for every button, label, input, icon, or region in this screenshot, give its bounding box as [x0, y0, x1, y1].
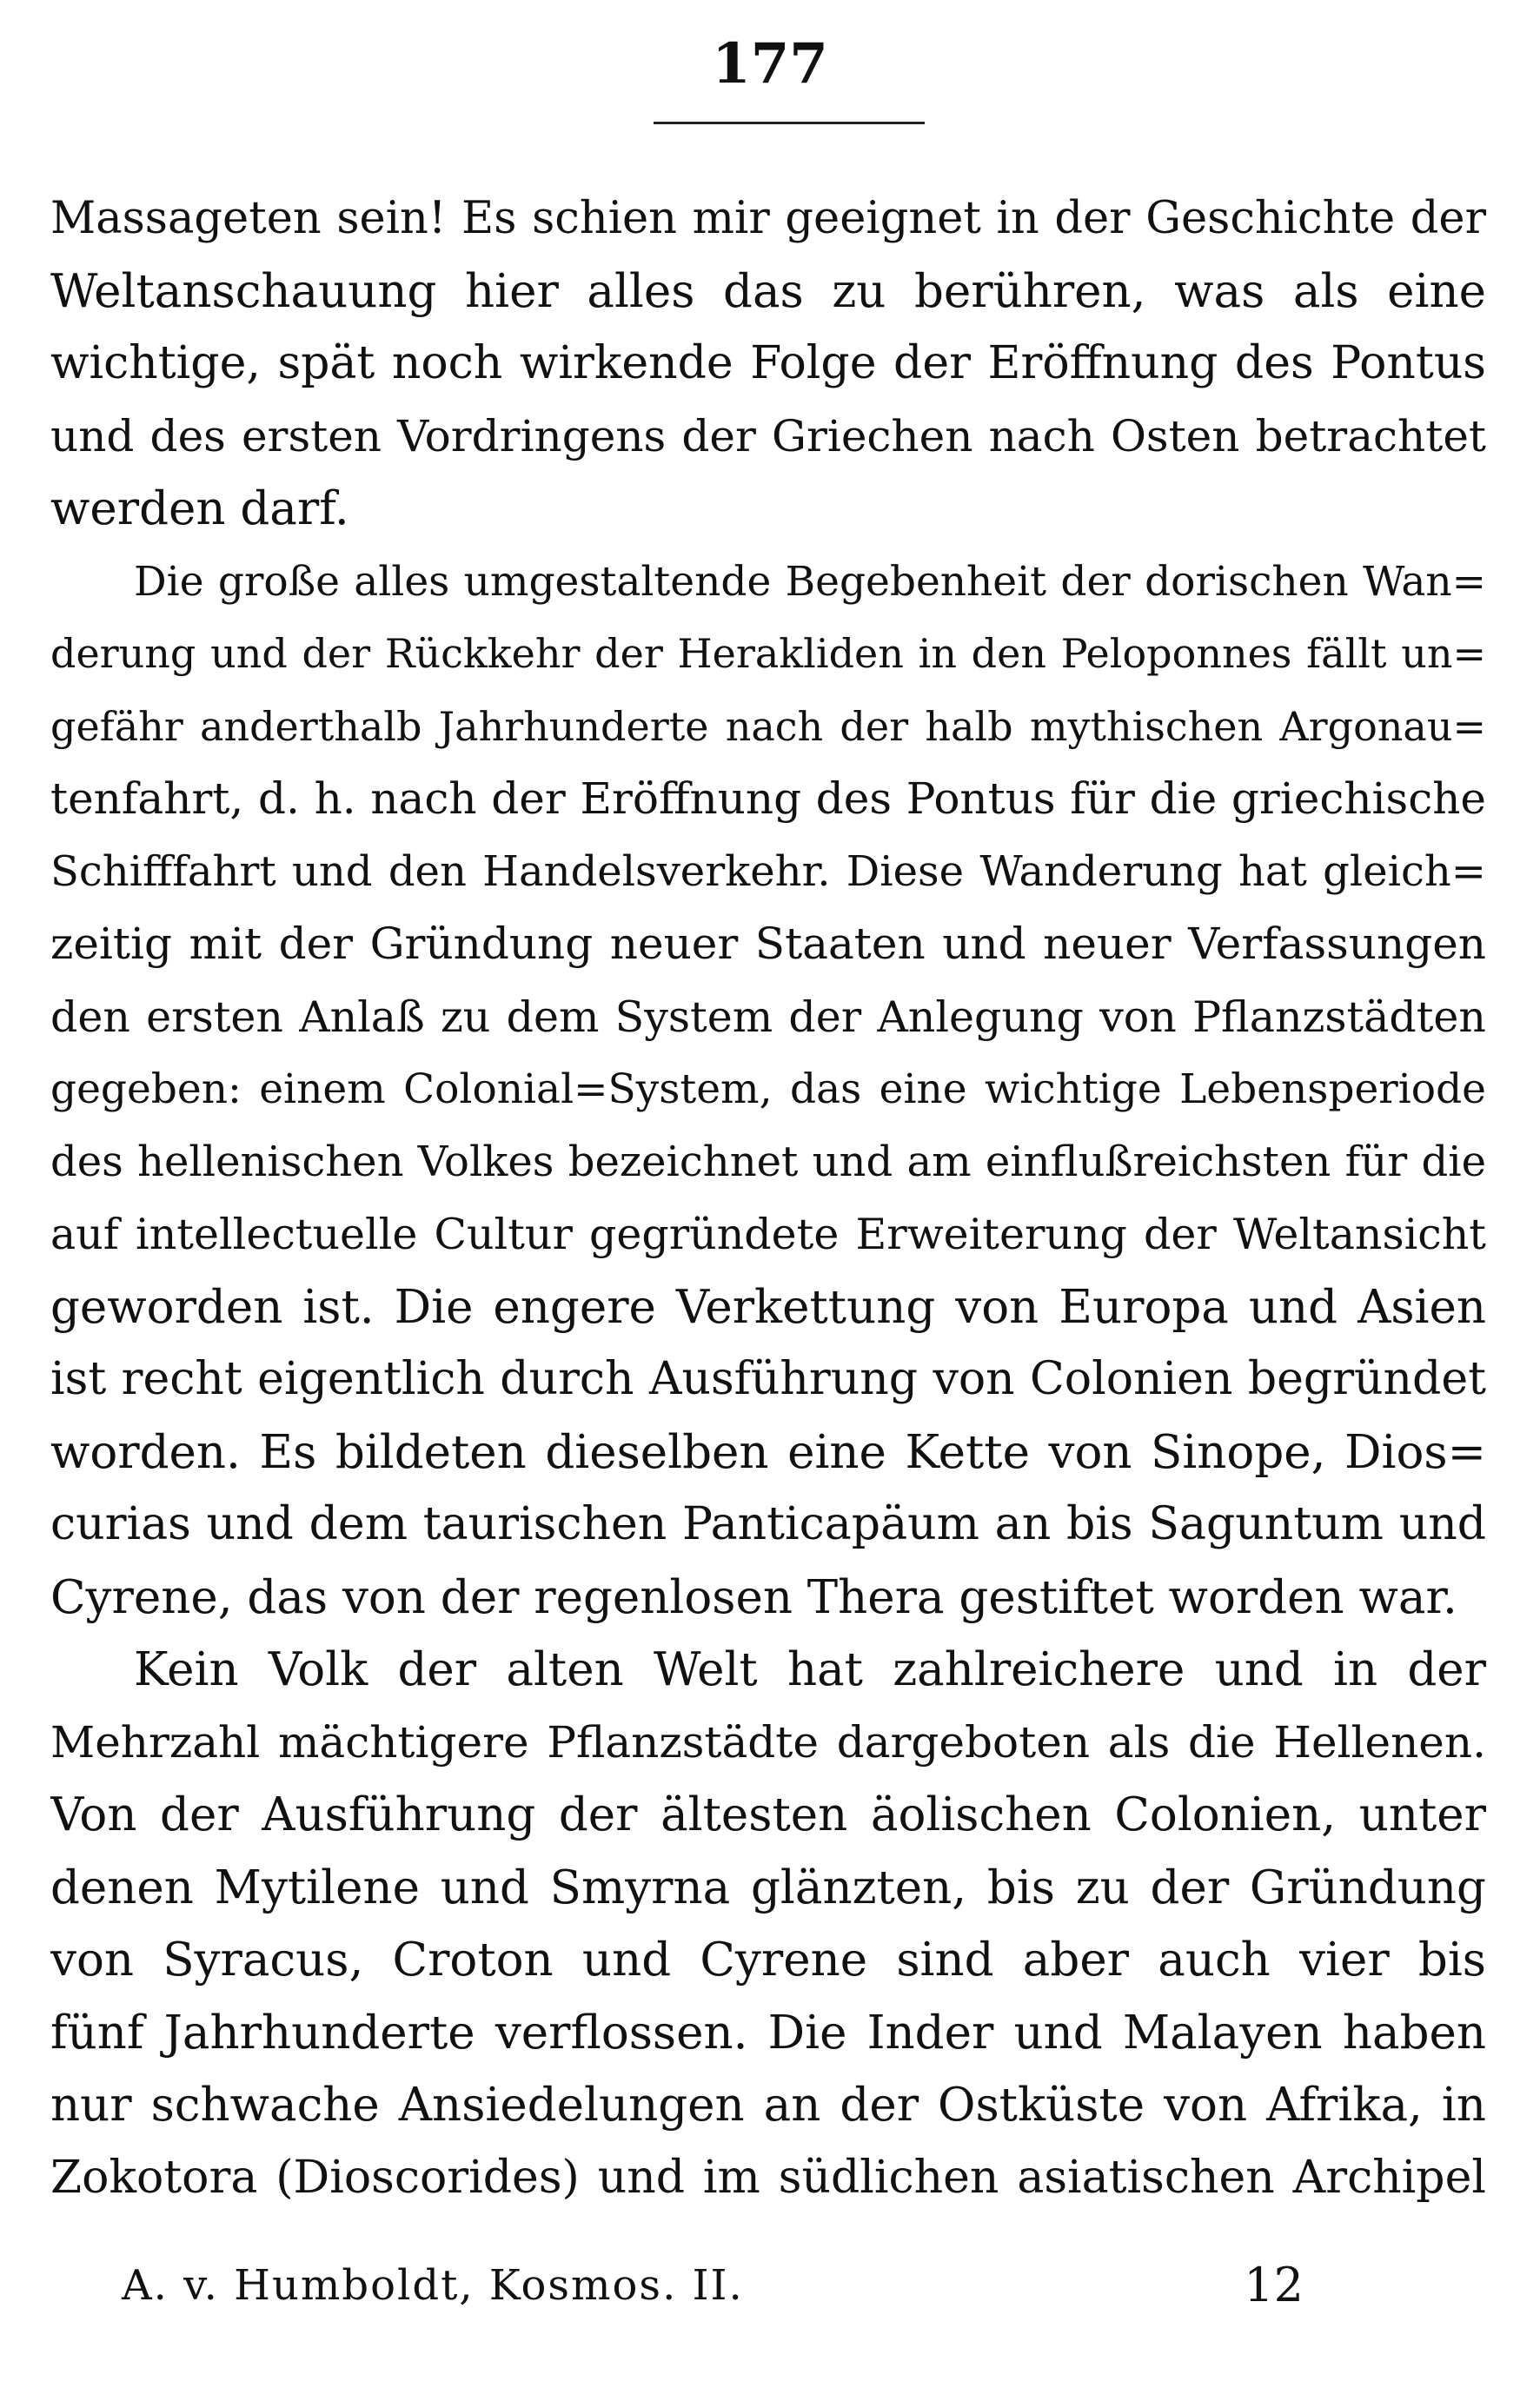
text-line: ist recht eigentlich durch Ausführung von Colonien begründet	[50, 1353, 1486, 1405]
text-line: tenfahrt, d. h. nach der Eröffnung des Pontus für die griechische	[50, 773, 1486, 824]
sheet-number: 12	[1244, 2258, 1304, 2312]
text-line: Cyrene, das von der regenlosen Thera gestiftet worden war.	[50, 1570, 1457, 1624]
page-footer	[122, 2255, 1460, 2316]
footer-signature: A. v. Humboldt, Kosmos. II.	[122, 2261, 744, 2310]
header-rule	[654, 122, 925, 124]
text-line: gefähr anderthalb Jahrhunderte nach der halb mythischen Argonau=	[50, 702, 1486, 750]
text-line: Weltanschauung hier alles das zu berühren, was als eine	[50, 264, 1486, 318]
text-line: nur schwache Ansiedelungen an der Ostküste von Afrika, in	[50, 2079, 1486, 2132]
text-line: derung und der Rückkehr der Herakliden in den Peloponnes fällt un=	[50, 630, 1486, 677]
paragraph-2	[50, 546, 1486, 1635]
text-line: von Syracus, Croton und Cyrene sind aber auch vier bis	[50, 1934, 1486, 1987]
text-line: Zokotora (Dioscorides) und im südlichen asiatischen Archipel	[50, 2151, 1486, 2204]
paragraph-1	[50, 182, 1486, 546]
text-line: Die große alles umgestaltende Begebenheit der dorischen Wan=	[134, 557, 1486, 606]
text-line: und des ersten Vordringens der Griechen nach Osten betrachtet	[50, 410, 1486, 461]
text-line: denen Mytilene und Smyrna glänzten, bis zu der Gründung	[50, 1861, 1486, 1914]
text-line: Kein Volk der alten Welt hat zahlreichere und in der	[134, 1643, 1486, 1696]
text-line: des hellenischen Volkes bezeichnet und am einflußreichsten für die	[50, 1137, 1486, 1186]
text-line: curias und dem taurischen Panticapäum an bis Saguntum und	[50, 1498, 1486, 1550]
paragraph-3	[50, 1634, 1486, 2214]
text-line: fünf Jahrhunderte verflossen. Die Inder und Malayen haben	[50, 2006, 1486, 2060]
body-text	[50, 182, 1486, 2214]
text-line: worden. Es bildeten dieselben eine Kette von Sinope, Dios=	[50, 1425, 1486, 1479]
page-number: 177	[712, 31, 828, 96]
text-line: zeitig mit der Gründung neuer Staaten und neuer Verfassungen	[50, 919, 1486, 969]
text-line: werden darf.	[50, 482, 349, 535]
text-line: auf intellectuelle Cultur gegründete Erweiterung der Weltansicht	[50, 1210, 1486, 1259]
text-line: den ersten Anlaß zu dem System der Anlegung von Pflanzstädten	[50, 992, 1486, 1042]
text-line: Massageten sein! Es schien mir geeignet in der Geschichte der	[50, 193, 1486, 244]
text-line: wichtige, spät noch wirkende Folge der Eröffnung des Pontus	[50, 337, 1486, 389]
text-line: Mehrzahl mächtigere Pflanzstädte dargeboten als die Hellenen.	[50, 1716, 1486, 1768]
text-line: geworden ist. Die engere Verkettung von Europa und Asien	[50, 1280, 1486, 1334]
text-line: Von der Ausführung der ältesten äolischen Colonien, unter	[50, 1788, 1486, 1841]
text-line: Schifffahrt und den Handelsverkehr. Diese Wanderung hat gleich=	[50, 846, 1486, 896]
text-line: gegeben: einem Colonial=System, das eine wichtige Lebensperiode	[50, 1065, 1486, 1113]
